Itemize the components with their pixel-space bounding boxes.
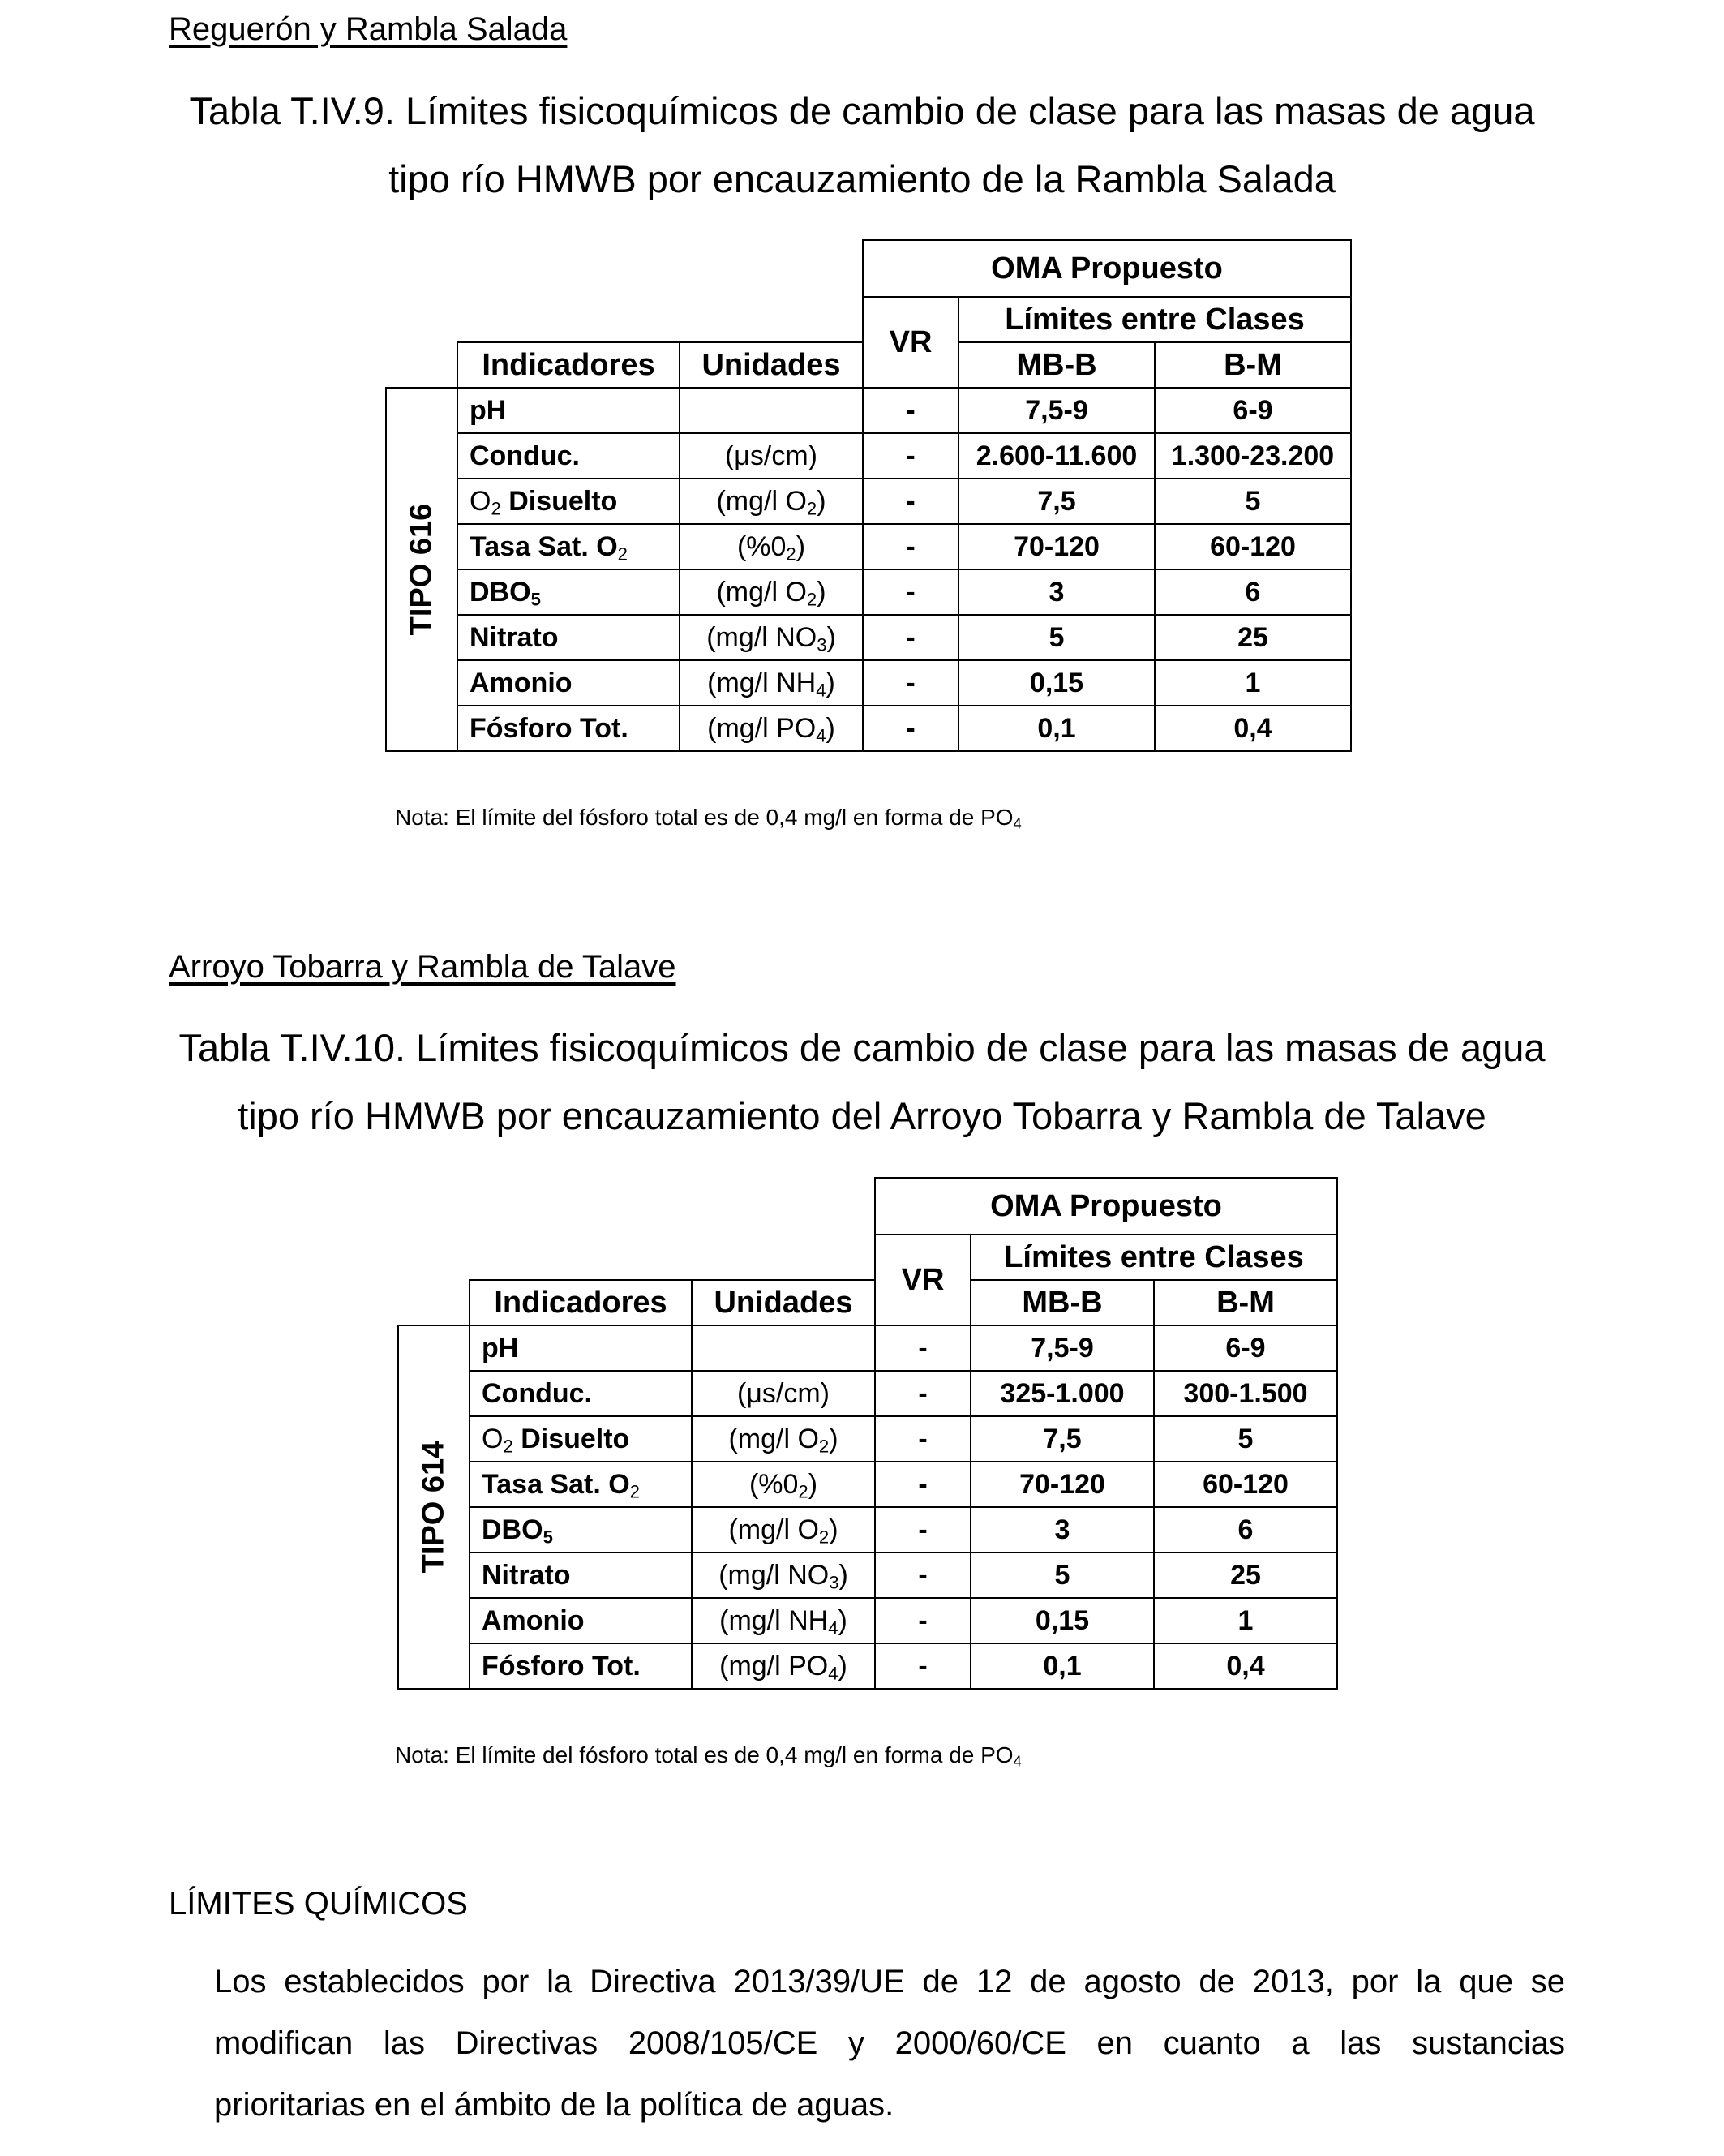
b-m-value: 1 (1155, 660, 1351, 706)
indicator-dbo5: $DBO_5$ (470, 1507, 692, 1553)
mb-b-value: 70-120 (971, 1462, 1154, 1507)
blank-cell (398, 1280, 470, 1325)
tipo-label: TIPO 616 (404, 503, 439, 636)
caption-line-2: tipo río HMWB por encauzamiento del Arroyo Tobarra y Rambla de Talave (238, 1094, 1486, 1137)
table-caption-t-iv-10 (130, 1014, 1594, 1150)
vr-value: - (863, 706, 958, 751)
blank-corner (386, 240, 863, 342)
indicator-amonio: Amonio (470, 1598, 692, 1643)
header-indicadores: Indicadores (457, 342, 680, 388)
indicator-fosforo-tot: Fósforo Tot. (470, 1643, 692, 1689)
unit-empty (692, 1325, 875, 1371)
section-heading-reguer-rambla-salada: Reguerón y Rambla Salada (169, 11, 568, 47)
table-caption-t-iv-9 (130, 77, 1594, 213)
blank-cell (386, 342, 457, 388)
b-m-value: 60-120 (1155, 524, 1351, 569)
header-group: OMA Propuesto (875, 1178, 1337, 1235)
vr-value: - (863, 524, 958, 569)
paragraph-line-3: prioritarias en el ámbito de la política de aguas. (214, 2087, 894, 2123)
indicator-conduc: Conduc. (470, 1371, 692, 1416)
header-indicadores: Indicadores (470, 1280, 692, 1325)
header-b-m: B-M (1155, 342, 1351, 388)
unit-mg-no3: (mg/l $NO_3$) (680, 615, 863, 660)
b-m-value: 0,4 (1155, 706, 1351, 751)
header-subgroup: Límites entre Clases (958, 297, 1351, 342)
unit-percent-o2: $(\%0_2)$ (680, 524, 863, 569)
b-m-value: 25 (1155, 615, 1351, 660)
vr-value: - (863, 569, 958, 615)
vr-value: - (863, 479, 958, 524)
unit-empty (680, 388, 863, 433)
mb-b-value: 5 (958, 615, 1155, 660)
b-m-value: 5 (1154, 1416, 1337, 1462)
b-m-value: 1 (1154, 1598, 1337, 1643)
paragraph-directiva (214, 1951, 1565, 2136)
vr-value: - (875, 1371, 971, 1416)
b-m-value: 5 (1155, 479, 1351, 524)
blank-corner (398, 1178, 875, 1280)
unit-mg-po4: (mg/l $PO_4$) (692, 1643, 875, 1689)
vr-value: - (863, 660, 958, 706)
mb-b-value: 7,5 (971, 1416, 1154, 1462)
mb-b-value: 0,1 (958, 706, 1155, 751)
header-vr: VR (875, 1235, 971, 1325)
caption-line-1: Tabla T.IV.9. Límites fisicoquímicos de cambio de clase para las masas de agua (189, 89, 1535, 132)
indicator-dbo5: $DBO_5$ (457, 569, 680, 615)
unit-mg-nh4: (mg/l $NH_4$) (692, 1598, 875, 1643)
mb-b-value: 0,15 (971, 1598, 1154, 1643)
vr-value: - (875, 1416, 971, 1462)
b-m-value: 0,4 (1154, 1643, 1337, 1689)
unit-mg-nh4: (mg/l $NH_4$) (680, 660, 863, 706)
indicator-nitrato: Nitrato (470, 1553, 692, 1598)
mb-b-value: 3 (958, 569, 1155, 615)
table-note: Nota: El límite del fósforo total es de 0,4 mg/l en forma de $PO_4$ (395, 805, 1022, 832)
header-unidades: Unidades (680, 342, 863, 388)
mb-b-value: 7,5 (958, 479, 1155, 524)
mb-b-value: 0,1 (971, 1643, 1154, 1689)
indicator-ph: pH (457, 388, 680, 433)
header-mb-b: MB-B (958, 342, 1155, 388)
header-b-m: B-M (1154, 1280, 1337, 1325)
table-note: Nota: El límite del fósforo total es de 0,4 mg/l en forma de $PO_4$ (395, 1742, 1022, 1770)
paragraph-line-1: Los establecidos por la Directiva 2013/39/UE de 12 de agosto de 2013, por la que se (214, 1964, 1565, 1999)
limits-table-tipo-614 (397, 1177, 1338, 1690)
indicator-amonio: Amonio (457, 660, 680, 706)
vr-value: - (875, 1507, 971, 1553)
unit-mg-po4: (mg/l $PO_4$) (680, 706, 863, 751)
tipo-cell (386, 388, 457, 751)
mb-b-value: 7,5-9 (971, 1325, 1154, 1371)
b-m-value: 6-9 (1155, 388, 1351, 433)
unit-mg-no3: (mg/l $NO_3$) (692, 1553, 875, 1598)
mb-b-value: 5 (971, 1553, 1154, 1598)
vr-value: - (875, 1325, 971, 1371)
mb-b-value: 70-120 (958, 524, 1155, 569)
unit-conduc: (μs/cm) (680, 433, 863, 479)
paragraph-line-2: modifican las Directivas 2008/105/CE y 2000/60/CE en cuanto a las sustancias (214, 2025, 1565, 2061)
mb-b-value: 0,15 (958, 660, 1155, 706)
unit-mg-o2: (mg/l $O_2$) (680, 479, 863, 524)
indicator-conduc: Conduc. (457, 433, 680, 479)
indicator-fosforo-tot: Fósforo Tot. (457, 706, 680, 751)
header-vr: VR (863, 297, 958, 388)
header-mb-b: MB-B (971, 1280, 1154, 1325)
header-group: OMA Propuesto (863, 240, 1351, 297)
header-unidades: Unidades (692, 1280, 875, 1325)
indicator-o2-disuelto: $O_2$ Disuelto (457, 479, 680, 524)
b-m-value: 6 (1154, 1507, 1337, 1553)
vr-value: - (875, 1643, 971, 1689)
mb-b-value: 7,5-9 (958, 388, 1155, 433)
header-subgroup: Límites entre Clases (971, 1235, 1337, 1280)
indicator-ph: pH (470, 1325, 692, 1371)
caption-line-2: tipo río HMWB por encauzamiento de la Rambla Salada (388, 157, 1336, 200)
indicator-tasa-sat-o2: Tasa Sat. $O_2$ (470, 1462, 692, 1507)
b-m-value: 6 (1155, 569, 1351, 615)
vr-value: - (863, 615, 958, 660)
mb-b-value: 325-1.000 (971, 1371, 1154, 1416)
vr-value: - (863, 433, 958, 479)
unit-mg-o2: (mg/l $O_2$) (692, 1507, 875, 1553)
unit-conduc: (μs/cm) (692, 1371, 875, 1416)
unit-percent-o2: $(\%0_2)$ (692, 1462, 875, 1507)
tipo-label: TIPO 614 (416, 1441, 451, 1574)
section-heading-arroyo-tobarra: Arroyo Tobarra y Rambla de Talave (169, 949, 676, 985)
b-m-value: 6-9 (1154, 1325, 1337, 1371)
section-heading-limites-quimicos: LÍMITES QUÍMICOS (169, 1886, 468, 1922)
mb-b-value: 2.600-11.600 (958, 433, 1155, 479)
vr-value: - (863, 388, 958, 433)
b-m-value: 60-120 (1154, 1462, 1337, 1507)
vr-value: - (875, 1598, 971, 1643)
indicator-tasa-sat-o2: Tasa Sat. $O_2$ (457, 524, 680, 569)
mb-b-value: 3 (971, 1507, 1154, 1553)
b-m-value: 1.300-23.200 (1155, 433, 1351, 479)
caption-line-1: Tabla T.IV.10. Límites fisicoquímicos de cambio de clase para las masas de agua (178, 1026, 1546, 1069)
vr-value: - (875, 1462, 971, 1507)
indicator-nitrato: Nitrato (457, 615, 680, 660)
indicator-o2-disuelto: $O_2$ Disuelto (470, 1416, 692, 1462)
b-m-value: 300-1.500 (1154, 1371, 1337, 1416)
tipo-cell (398, 1325, 470, 1689)
vr-value: - (875, 1553, 971, 1598)
limits-table-tipo-616 (385, 239, 1352, 752)
unit-mg-o2: (mg/l $O_2$) (680, 569, 863, 615)
unit-mg-o2: (mg/l $O_2$) (692, 1416, 875, 1462)
b-m-value: 25 (1154, 1553, 1337, 1598)
